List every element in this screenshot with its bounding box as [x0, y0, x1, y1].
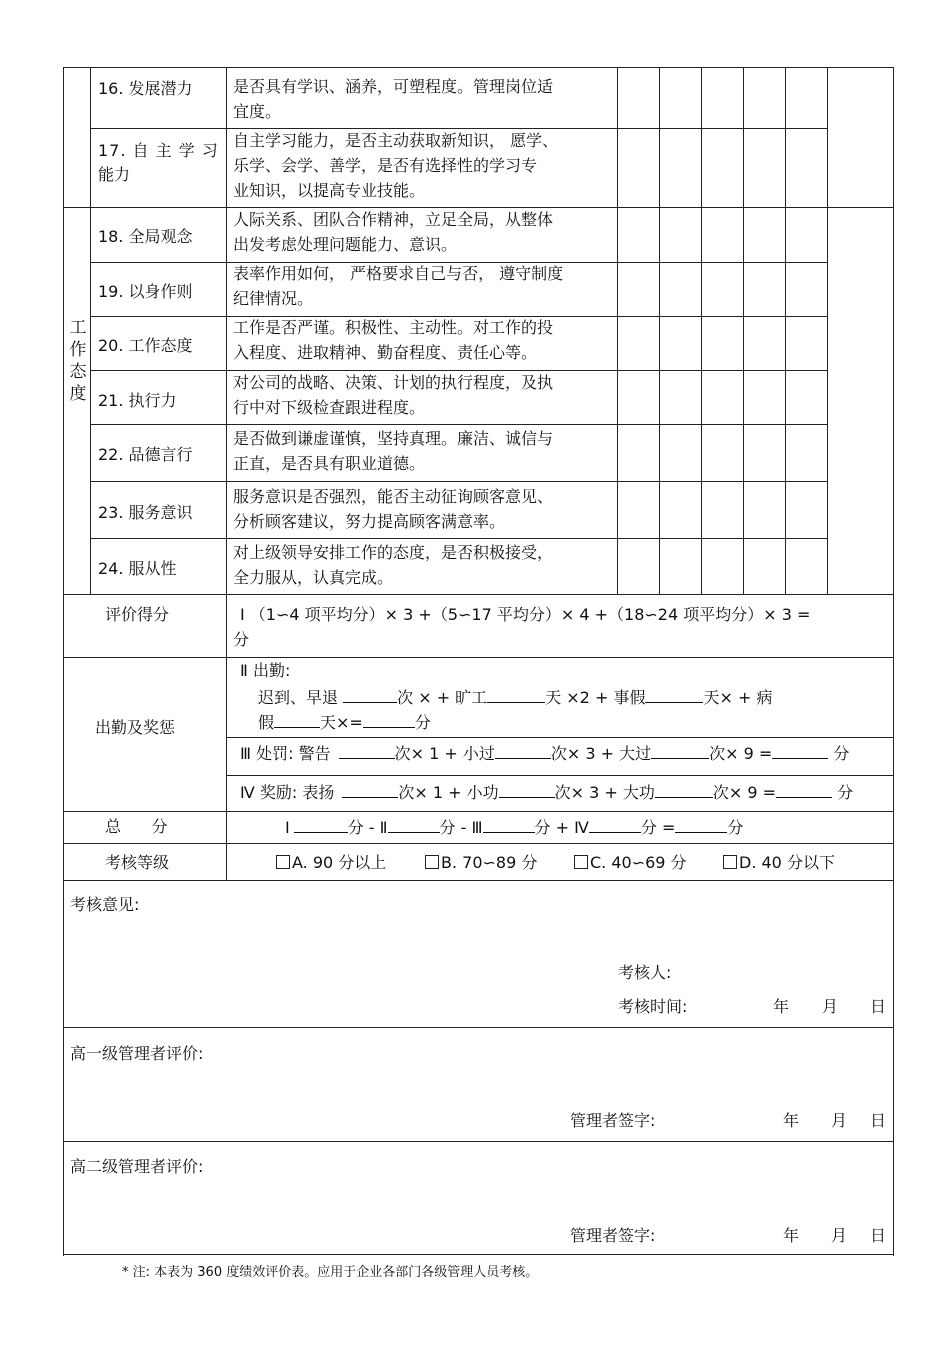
attendance-head: Ⅱ 出勤:	[240, 661, 291, 680]
total-unit: 分	[727, 818, 744, 837]
attendance-absent-label: 次 × + 旷工	[397, 688, 488, 707]
reward-praise-label: Ⅳ 奖励: 表扬	[240, 783, 335, 802]
higher2-month: 月	[831, 1226, 848, 1245]
grid-line	[226, 538, 828, 539]
grid-line	[63, 811, 894, 812]
attendance-personal-leave-label: 天 ×2 + 事假	[545, 688, 646, 707]
higher1-year: 年	[783, 1111, 800, 1130]
grid-line	[90, 67, 91, 595]
item-17-criterion-2: 乐学、会学、善学，是否有选择性的学习专	[233, 156, 538, 175]
grid-line	[90, 538, 227, 539]
item-23-name: 23. 服务意识	[98, 503, 193, 522]
grade-option-a[interactable]	[276, 851, 386, 875]
total-iii-label: 分 - Ⅲ	[439, 818, 483, 837]
grid-line	[226, 481, 828, 482]
item-16-criterion-1: 是否具有学识、涵养，可塑程度。管理岗位适	[233, 77, 554, 96]
reward-unit: 分	[837, 783, 854, 802]
grade-option-a-label: A. 90 分以上	[292, 853, 387, 872]
attendance-line2	[258, 710, 431, 735]
penalty-eq-label: 次× 9 =	[709, 744, 773, 763]
item-22-criterion-2: 正直，是否具有职业道德。	[233, 454, 426, 473]
grid-line	[63, 657, 894, 658]
grid-line	[226, 67, 227, 881]
grid-line	[63, 1027, 894, 1028]
total-iv-field[interactable]	[589, 815, 641, 833]
attendance-unit: 分	[414, 713, 431, 732]
higher1-sign-label: 管理者签字:	[570, 1111, 656, 1130]
grid-line	[63, 67, 894, 68]
item-22-criterion-1: 是否做到谦虚谨慎，坚持真理。廉洁、诚信与	[233, 429, 554, 448]
assess-year: 年	[773, 997, 790, 1016]
late-count-field[interactable]	[343, 685, 397, 703]
attendance-eq-label: 天×=	[320, 713, 363, 732]
reward-major-label: 次× 3 + 大功	[554, 783, 655, 802]
grid-line	[893, 67, 894, 1256]
total-eq-label: 分 =	[640, 818, 676, 837]
checkbox-icon[interactable]	[425, 855, 439, 869]
penalty-line	[240, 741, 849, 766]
reward-score-field[interactable]	[776, 780, 832, 798]
penalty-minor-label: 次× 1 + 小过	[394, 744, 495, 763]
personal-leave-field[interactable]	[645, 685, 703, 703]
higher1-month: 月	[831, 1111, 848, 1130]
higher1-day: 日	[870, 1111, 887, 1130]
warning-count-field[interactable]	[339, 741, 395, 759]
total-score-field[interactable]	[675, 815, 727, 833]
grid-line	[743, 67, 744, 595]
total-ii-label: 分 - Ⅱ	[347, 818, 388, 837]
total-i-field[interactable]	[294, 815, 348, 833]
item-23-criterion-1: 服务意识是否强烈，能否主动征询顾客意见、	[233, 487, 554, 506]
grade-option-b[interactable]	[425, 851, 537, 875]
grid-line	[226, 424, 828, 425]
item-22-name: 22. 品德言行	[98, 445, 193, 464]
attendance-label: 出勤及奖惩	[95, 718, 176, 737]
item-18-criterion-2: 出发考虑处理问题能力、意识。	[233, 235, 458, 254]
grid-line	[63, 843, 894, 844]
item-20-name: 20. 工作态度	[98, 336, 193, 355]
total-i-label: Ⅰ	[285, 818, 290, 837]
grid-line	[90, 128, 227, 129]
grid-line	[63, 880, 894, 881]
item-18-name: 18. 全局观念	[98, 227, 193, 246]
grid-line	[617, 67, 618, 595]
grid-line	[827, 67, 828, 595]
total-iv-label: 分 + Ⅳ	[534, 818, 589, 837]
higher2-day: 日	[870, 1226, 887, 1245]
attendance-score-field[interactable]	[363, 710, 415, 728]
grade-label: 考核等级	[105, 853, 170, 872]
grid-line	[90, 424, 227, 425]
penalty-unit: 分	[833, 744, 850, 763]
reward-eq-label: 次× 9 =	[712, 783, 777, 802]
higher2-label: 高二级管理者评价:	[70, 1157, 204, 1176]
item-24-name: 24. 服从性	[98, 559, 177, 578]
checkbox-icon[interactable]	[723, 855, 737, 869]
assess-month: 月	[822, 997, 839, 1016]
checkbox-icon[interactable]	[574, 855, 588, 869]
grid-line	[63, 67, 64, 1256]
score-label: 评价得分	[105, 605, 170, 624]
total-ii-field[interactable]	[388, 815, 440, 833]
grid-line	[90, 316, 227, 317]
reward-line	[240, 780, 853, 805]
penalty-score-field[interactable]	[772, 741, 828, 759]
item-21-criterion-2: 行中对下级检查跟进程度。	[233, 398, 426, 417]
assess-day: 日	[870, 997, 887, 1016]
attendance-late-label: 迟到、早退	[258, 688, 339, 707]
minor-demerit-field[interactable]	[495, 741, 551, 759]
reward-minor-label: 次× 1 + 小功	[398, 783, 499, 802]
item-24-criterion-1: 对上级领导安排工作的态度，是否积极接受，	[233, 543, 554, 562]
total-iii-field[interactable]	[483, 815, 535, 833]
grade-option-d-label: D. 40 分以下	[739, 853, 835, 872]
category-work-attitude: 工作态度	[69, 318, 87, 404]
higher2-sign-label: 管理者签字:	[570, 1226, 656, 1245]
item-17-criterion-1: 自主学习能力，是否主动获取新知识， 愿学、	[233, 131, 559, 150]
score-unit: 分	[233, 630, 250, 649]
grid-line	[90, 262, 227, 263]
grade-option-c-label: C. 40∽69 分	[590, 853, 687, 872]
score-formula: Ⅰ （1∽4 项平均分）× 3 +（5∽17 平均分）× 4 +（18∽24 项平均分）× 3 =	[240, 605, 811, 624]
item-18-criterion-1: 人际关系、团队合作精神，立足全局，从整体	[233, 210, 554, 229]
item-16-name: 16. 发展潜力	[98, 79, 193, 98]
item-21-name: 21. 执行力	[98, 391, 177, 410]
grid-line	[90, 370, 227, 371]
grid-line	[226, 737, 894, 738]
penalty-major-label: 次× 3 + 大过	[550, 744, 652, 763]
item-20-criterion-1: 工作是否严谨。积极性、主动性。对工作的投	[233, 318, 554, 337]
attendance-line1	[258, 685, 772, 710]
grid-line	[63, 1141, 894, 1142]
penalty-warning-label: Ⅲ 处罚: 警告	[240, 744, 331, 763]
attendance-sick-label-2: 假	[258, 713, 275, 732]
item-19-name: 19. 以身作则	[98, 282, 193, 301]
grid-line	[226, 775, 894, 776]
grid-line	[659, 67, 660, 595]
grade-option-d[interactable]	[723, 851, 835, 875]
grid-line	[63, 594, 894, 595]
major-demerit-field[interactable]	[651, 741, 709, 759]
item-17-name-1: 17. 自 主 学 习	[98, 141, 219, 160]
item-19-criterion-1: 表率作用如何， 严格要求自己与否， 遵守制度	[233, 264, 564, 283]
total-line	[285, 815, 743, 840]
assessor-label: 考核人:	[618, 963, 672, 982]
major-merit-field[interactable]	[655, 780, 713, 798]
grid-line	[90, 481, 227, 482]
item-23-criterion-2: 分析顾客建议，努力提高顾客满意率。	[233, 512, 506, 531]
opinion-label: 考核意见:	[70, 895, 140, 914]
praise-count-field[interactable]	[342, 780, 398, 798]
checkbox-icon[interactable]	[276, 855, 290, 869]
total-label: 总 分	[105, 817, 168, 836]
absent-days-field[interactable]	[487, 685, 545, 703]
sick-days-field[interactable]	[274, 710, 320, 728]
attendance-sick-label: 天× + 病	[703, 688, 773, 707]
grid-line	[785, 67, 786, 595]
footnote: * 注: 本表为 360 度绩效评价表。应用于企业各部门各级管理人员考核。	[122, 1265, 539, 1280]
item-17-name-2: 能力	[98, 165, 131, 184]
item-21-criterion-1: 对公司的战略、决策、计划的执行程度，及执	[233, 373, 554, 392]
minor-merit-field[interactable]	[499, 780, 555, 798]
grade-option-c[interactable]	[574, 851, 687, 875]
item-20-criterion-2: 入程度、进取精神、勤奋程度、责任心等。	[233, 343, 538, 362]
higher1-label: 高一级管理者评价:	[70, 1044, 204, 1063]
item-17-criterion-3: 业知识，以提高专业技能。	[233, 181, 426, 200]
item-16-criterion-2: 宜度。	[233, 102, 282, 121]
grid-line	[701, 67, 702, 595]
grid-line	[63, 1254, 894, 1255]
item-24-criterion-2: 全力服从，认真完成。	[233, 568, 394, 587]
grade-option-b-label: B. 70∽89 分	[441, 853, 538, 872]
higher2-year: 年	[783, 1226, 800, 1245]
assess-time-label: 考核时间:	[618, 997, 688, 1016]
item-19-criterion-2: 纪律情况。	[233, 289, 314, 308]
